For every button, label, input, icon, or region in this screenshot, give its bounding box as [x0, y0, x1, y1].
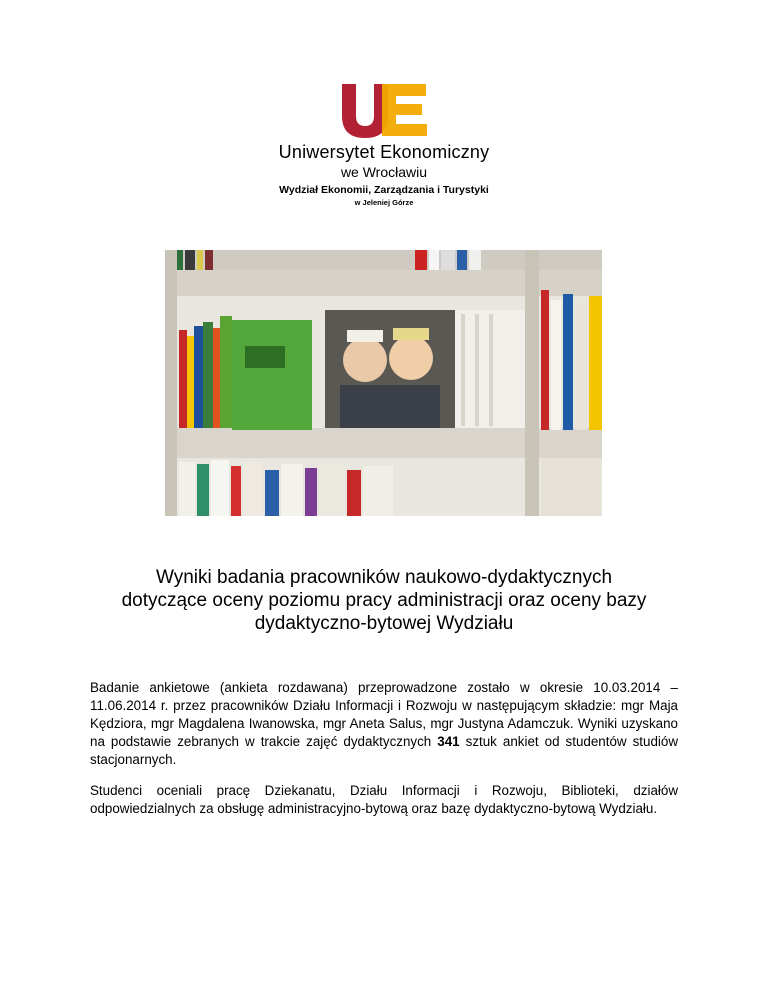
- title-line-3: dydaktyczno-bytowej Wydziału: [254, 613, 514, 634]
- paragraph-survey-info: [90, 679, 678, 769]
- document-title: [80, 566, 688, 635]
- paragraph-survey-info-text: Badanie ankietowe (ankieta rozdawana) przeprowadzone zostało w okresie 10.03.2014 – 11.06.2014 r. przez pracowników Działu Informacji i Rozwoju w następującym składzie: mgr Maja Kędziora, mgr Magdalena Iwanowska, mgr Aneta Salus, mgr Justyna Adamczuk. Wyniki uzyskano na podstawie zebranych w trakcie zajęć dydaktycznych: [90, 680, 678, 750]
- paragraph-survey-info-end: sztuk ankiet od studentów studiów stacjonarnych.: [90, 734, 678, 768]
- faculty-city: w Jeleniej Górze: [354, 198, 414, 207]
- university-city: we Wrocławiu: [340, 164, 428, 180]
- faculty-name: Wydział Ekonomii, Zarządzania i Turystyki: [279, 184, 489, 196]
- ue-logo-icon: [334, 78, 434, 140]
- paragraph-evaluation-scope: Studenci oceniali pracę Dziekanatu, Działu Informacji i Rozwoju, Biblioteki, działów odpowiedzialnych za obsługę administracyjno-bytową oraz bazę dydaktyczno-bytową Wydziału.: [90, 783, 678, 817]
- survey-count: 341: [437, 734, 460, 750]
- university-name: Uniwersytet Ekonomiczny: [278, 142, 490, 162]
- title-line-2: dotyczące oceny poziomu pracy administracji oraz oceny bazy: [121, 590, 647, 611]
- library-bookshelf-photo: [165, 250, 602, 516]
- title-line-1: Wyniki badania pracowników naukowo-dydaktycznych: [155, 567, 613, 588]
- header-logo: [0, 78, 768, 208]
